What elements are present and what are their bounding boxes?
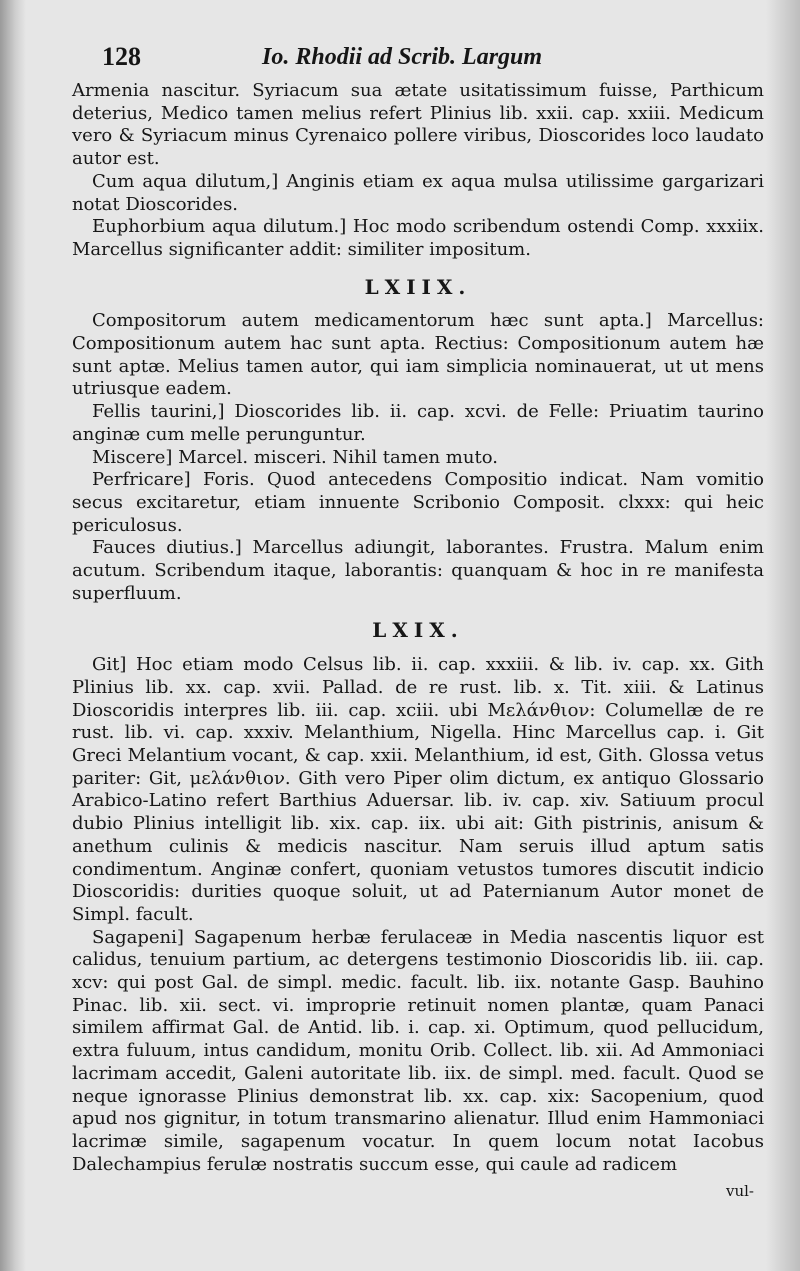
page-gutter-shadow [0,0,26,1271]
running-title: Io. Rhodii ad Scrib. Largum [262,44,543,70]
section-heading: LXIX. [372,618,464,643]
section-heading: LXIIX. [364,274,472,299]
paragraph: Euphorbium aqua dilutum.] Hoc modo scribendum ostendi Comp. xxxiix. Marcellus significanter addit: similiter impositum. [72,216,764,260]
paragraph: Fauces diutius.] Marcellus adiungit, laborantes. Frustra. Malum enim acutum. Scribendum itaque, laborantis: quanquam & hoc in re manifesta superfluum. [72,537,764,604]
running-head [72,42,764,80]
paragraph: Perfricare] Foris. Quod antecedens Compositio indicat. Nam vomitio secus excitaretur, etiam innuente Scribonio Composit. clxxx: qui heic periculosus. [72,469,764,536]
page-edge-shadow [766,0,800,1271]
paragraph: Compositorum autem medicamentorum hæc sunt apta.] Marcellus: Compositionum autem hac sunt apta. Rectius: Compositionum autem hæ sunt aptæ. Melius tamen autor, qui iam simplicia nominauerat, ut ut mens utriusque eadem. [72,310,764,400]
page-number: 128 [102,42,141,71]
catchword: vul- [725,1182,754,1201]
paragraph: Git] Hoc etiam modo Celsus lib. ii. cap. xxxiii. & lib. iv. cap. xx. Gith Plinius lib. xx. cap. xvii. Pallad. de re rust. lib. x. Tit. xiii. & Latinus Dioscoridis interpres lib. iii. cap. xciii. ubi Μελάνθιον: Columellæ de re rust. lib. vi. cap. xxxiv. Melanthium, Nigella. Hinc Marcellus cap. i. Git Greci Melantium vocant, & cap. xxii. Melanthium, id est, Gith. Glossa vetus pariter: Git, μελάνθιον. Gith vero Piper olim dictum, ex antiquo Glossario Arabico-Latino refert Barthius Aduersar. lib. iv. cap. xiv. Satiuum procul dubio Plinius intelligit lib. xix. cap. iix. ubi ait: Gith pistrinis, anisum & anethum culinis & medicis nascitur. Nam seruis illud aptum satis condimentum. Anginæ confert, quoniam vetustos tumores discutit indicio Dioscoridis: durities quoque soluit, ut ad Paternianum Autor monet de Simpl. facult. [72,654,764,925]
paragraph: Armenia nascitur. Syriacum sua ætate usitatissimum fuisse, Parthicum deterius, Medico tamen melius refert Plinius lib. xxii. cap. xxiii. Medicum vero & Syriacum minus Cyrenaico pollere viribus, Dioscorides loco laudato autor est. [72,80,764,170]
paragraph: Miscere] Marcel. misceri. Nihil tamen muto. [92,446,498,468]
paragraph: Cum aqua dilutum,] Anginis etiam ex aqua mulsa utilissime gargarizari notat Dioscorides. [72,170,764,215]
paragraph: Sagapeni] Sagapenum herbæ ferulaceæ in Media nascentis liquor est calidus, tenuium partium, ac detergens testimonio Dioscoridis lib. iii. cap. xcv: qui post Gal. de simpl. medic. facult. lib. iix. notante Gasp. Bauhino Pinac. lib. xii. sect. vi. improprie retinuit nomen plantæ, quam Panaci similem affirmat Gal. de Antid. lib. i. cap. xi. Optimum, quod pellucidum, extra fuluum, intus candidum, monitu Orib. Collect. lib. xii. Ad Ammoniaci lacrimam accedit, Galeni autoritate lib. iix. de simpl. med. facult. Quod se neque ignorasse Plinius demonstrat lib. xx. cap. xix: Sacopenium, quod apud nos gignitur, in totum transmarino alienatur. Illud enim Hammoniaci lacrimæ simile, sagapenum vocatur. In quem locum notat Iacobus Dalechampius ferulæ nostratis succum esse, qui caule ad radicem [72,926,764,1175]
page-text-block [72,42,764,1203]
paragraph: Fellis taurini,] Dioscorides lib. ii. cap. xcvi. de Felle: Priuatim taurino anginæ cum melle perunguntur. [72,401,764,445]
